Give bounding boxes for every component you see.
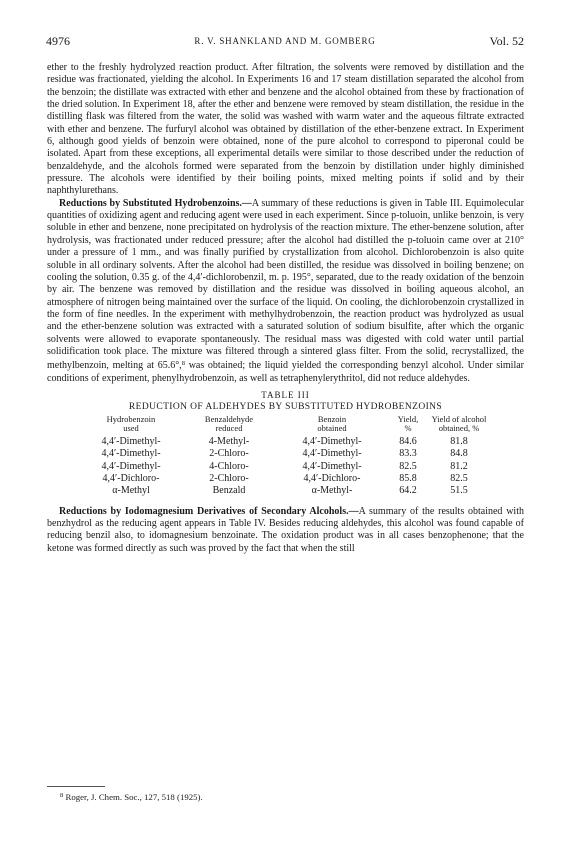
table-row [81, 485, 489, 497]
table-cell: 2-Chloro- [209, 472, 249, 484]
body-text [47, 62, 524, 555]
table-cell: 4,4′-Dichloro- [102, 472, 160, 484]
section-text-iodomagnesium: A summary of the results obtained with benzhydrol as the reducing agent appears in Table IV. Besides reducing aldehydes, this alcohol was found capable of reducing benzil also, to idomagnesium benzoinate. The oxidation product was in all cases benzophenone; that the ketone was formed directly as such was proved by the fact that when the still [47, 505, 524, 554]
table-cell: 64.2 [399, 485, 417, 497]
table-cell: 4-Chloro- [209, 460, 249, 472]
section-text-hydrobenzoins-a: A summary of these reductions is given in Table III. Equimolecular quantities of oxidizing agent and reducing agent were used in each experiment. Since p-toluoin, unlike benzoin, is very soluble in ether and benzene, none precipitated on hydrolysis of the reaction mixture. The ether-benzene solution, after hydrolysis, was fractionated under reduced pressure; after the alcohol had distilled the p-toluoin came over at 210° under a pressure of 1 mm., and was finally purified by crystallization from alcohol. Dichlorobenzoin is also quite soluble in all ordinary solvents. After the alcohol had been distilled, the residue was dissolved in boiling benzene; on cooling the solution, 0.35 g. of the 4,4′-dichlorobenzil, m. p. 195°, separated, due to the ready oxidation of the benzoin by air. The benzene was removed by distillation and the residue was dissolved in boiling aqueous alcohol, an atmosphere of nitrogen being maintained over the surface of the liquid. On cooling, the dichlorobenzoin crystallized in the form of fine needles. In the experiment with methylhydrobenzoin, the reaction product was hydrolyzed as usual and the ether-benzene solution was extracted with a saturated solution of sodium bisulfite, after which the organic solvents were allowed to evaporate spontaneously. The residual mass was digested with cold water until partial solidification took place. The mixture was filtered through a sintered glass filter. From the solid, recrystallized, the methylbenzoin, melting at 65.6°, [47, 197, 524, 372]
table-cell: 4,4′-Dimethyl- [101, 448, 161, 460]
table-cell: 82.5 [399, 460, 417, 472]
table-cell: 4,4′-Dimethyl- [101, 435, 161, 447]
table-cell: 4,4′-Dimethyl- [302, 435, 362, 447]
section-text-hydrobenzoins-b: was obtained; the liquid yielded the corresponding benzyl alcohol. Under similar conditions of experiment, phenylhydrobenzoin, as well as tetraphenylerythritol, did not reduce aldehydes. [47, 360, 525, 384]
table-cell: 4,4′-Dichloro- [303, 472, 361, 484]
volume-label: Vol. 52 [489, 34, 524, 48]
table-cell: α-Methyl- [311, 485, 353, 497]
col-header-alcohol-yield: Yield of alcohol obtained, % [431, 413, 487, 433]
col-header-benzoin: Benzoin obtained [317, 413, 347, 433]
running-header [46, 34, 524, 50]
table-row [81, 448, 489, 460]
table-cell: 4-Methyl- [208, 435, 250, 447]
table-row [81, 461, 489, 473]
table-cell: 4,4′-Dimethyl- [302, 460, 362, 472]
col-header-hydrobenzoin: Hydrobenzoin used [106, 413, 156, 433]
footnote-reference: 8 [181, 360, 185, 368]
table-cell: 4,4′-Dimethyl- [302, 448, 362, 460]
table-cell: 84.6 [399, 435, 417, 447]
footnote-text: Roger, J. Chem. Soc., 127, 518 (1925). [65, 792, 203, 802]
data-table [81, 415, 489, 498]
table-cell: 82.5 [450, 472, 468, 484]
table-row [81, 436, 489, 448]
table-cell: 4,4′-Dimethyl- [101, 460, 161, 472]
table-header-row [81, 415, 489, 436]
table-cell: 51.5 [450, 485, 468, 497]
table-cell: 2-Chloro- [209, 448, 249, 460]
paragraph-continued: ether to the freshly hydrolyzed reaction product. After filtration, the solvents were removed by distillation and the residue was fractionated, yielding the alcohol. In Experiments 16 and 17 steam distillation separated the alcohol from the benzoin; the distillate was extracted with ether and benzene and the alcohol obtained from these by fractionation of the dried solution. In Experiment 18, after the ether and benzene were removed by steam distillation, the residue in the distilling flask was filtered from the water, the solid was washed with warm water and the aqueous filtrate extracted with ether and benzene. The furfuryl alcohol was obtained by distillation of the ether-benzene extract. In Experiment 6, although good yields of benzoin were obtained, none of the pure alcohol to correspond to piperonal could be isolated. Apart from these exceptions, all experimental details were similar to those described under the reduction of benzaldehyde, and the alcohols formed were separated from the benzoin by distillation under highly diminished pressure. The alcohols were identified by their boiling points, mixed melting points if solid and by their naphthylurethans. [47, 62, 524, 197]
footnote [60, 792, 203, 802]
footnote-divider [47, 786, 105, 787]
table-cell: α-Methyl [112, 485, 150, 497]
running-title: R. V. SHANKLAND AND M. GOMBERG [194, 36, 376, 46]
col-header-yield: Yield, % [397, 413, 419, 433]
col-header-benzaldehyde: Benzaldehyde reduced [204, 413, 254, 433]
table-cell: 85.8 [399, 472, 417, 484]
paragraph-hydrobenzoins [47, 198, 524, 385]
footnote-mark: 8 [60, 792, 64, 799]
section-heading-hydrobenzoins: Reductions by Substituted Hydrobenzoins.— [59, 197, 252, 209]
table-cell: 81.2 [450, 460, 468, 472]
paragraph-iodomagnesium [47, 506, 524, 555]
table-subtitle: REDUCTION OF ALDEHYDES BY SUBSTITUTED HYDROBENZOINS [128, 401, 443, 412]
table-row [81, 473, 489, 485]
table-cell: Benzald [212, 485, 246, 497]
table-cell: 81.8 [450, 435, 468, 447]
table-cell: 84.8 [450, 448, 468, 460]
table-cell: 83.3 [399, 448, 417, 460]
page-number: 4976 [46, 34, 70, 48]
section-heading-iodomagnesium: Reductions by Iodomagnesium Derivatives of Secondary Alcohols.— [59, 505, 359, 517]
table-caption: TABLE III [261, 389, 310, 400]
